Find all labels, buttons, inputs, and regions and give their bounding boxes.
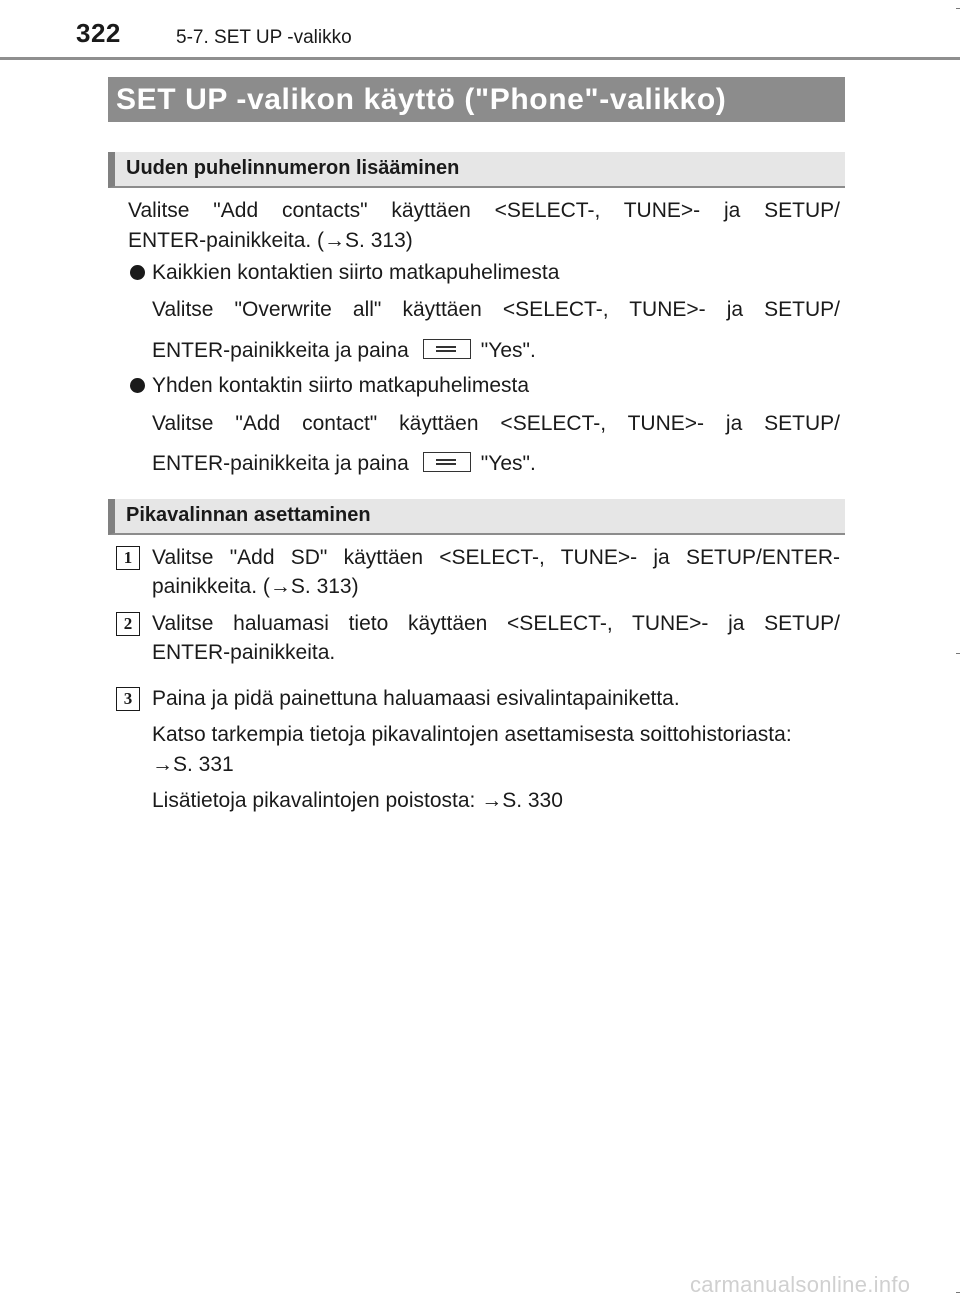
menu-button-icon	[423, 452, 471, 472]
instruction-text: ENTER-painikkeita ja paina	[152, 452, 409, 475]
page-number: 322	[76, 18, 121, 48]
instruction-text: "Yes".	[480, 452, 536, 475]
bullet-dot	[130, 378, 145, 393]
step-number-3: 3	[116, 687, 140, 711]
header-rule	[0, 57, 960, 60]
step-3-note-2: Lisätietoja pikavalintojen poistosta: →S. 330	[152, 789, 563, 812]
step-1-line-1: Valitse "Add SD" käyttäen <SELECT-, TUNE>- ja SETUP/ENTER-	[152, 546, 840, 569]
intro-line-1: Valitse "Add contacts" käyttäen <SELECT-, TUNE>- ja SETUP/	[128, 199, 840, 222]
step-number-1: 1	[116, 546, 140, 570]
bullet-line-all-contacts-1: Valitse "Overwrite all" käyttäen <SELECT-, TUNE>- ja SETUP/	[152, 298, 840, 321]
bullet-line-all-contacts-2	[152, 336, 840, 366]
bullet-dot	[130, 265, 145, 280]
step-3-note-1-line-1: Katso tarkempia tietoja pikavalintojen asettamisesta soittohistoriasta:	[152, 723, 792, 746]
watermark: carmanualsonline.info	[690, 1272, 911, 1297]
bullet-title-all-contacts: Kaikkien kontaktien siirto matkapuhelimesta	[152, 261, 560, 284]
step-3-note-1-line-2: →S. 331	[152, 753, 234, 776]
bullet-line-one-contact-1: Valitse "Add contact" käyttäen <SELECT-, TUNE>- ja SETUP/	[152, 412, 840, 435]
section-heading-add-number: Uuden puhelinnumeron lisääminen	[108, 152, 845, 188]
instruction-text: "Yes".	[480, 339, 536, 362]
step-2-line-2: ENTER-painikkeita.	[152, 641, 336, 664]
bullet-title-one-contact: Yhden kontaktin siirto matkapuhelimesta	[152, 374, 530, 397]
bullet-line-one-contact-2	[152, 449, 840, 479]
menu-button-icon	[423, 339, 471, 359]
crop-mark	[956, 653, 960, 654]
step-number-2: 2	[116, 612, 140, 636]
section-heading-speed-dial: Pikavalinnan asettaminen	[108, 499, 845, 535]
crop-mark	[956, 1292, 960, 1293]
intro-line-2: ENTER-painikkeita. (→S. 313)	[128, 229, 413, 252]
step-2-line-1: Valitse haluamasi tieto käyttäen <SELECT-, TUNE>- ja SETUP/	[152, 612, 840, 635]
step-3-line-1: Paina ja pidä painettuna haluamaasi esivalintapainiketta.	[152, 687, 680, 710]
page-header	[0, 0, 960, 62]
instruction-text: ENTER-painikkeita ja paina	[152, 339, 409, 362]
step-1-line-2: painikkeita. (→S. 313)	[152, 575, 359, 598]
section-reference: 5-7. SET UP -valikko	[176, 27, 352, 48]
crop-mark	[956, 8, 960, 9]
page-title: SET UP -valikon käyttö ("Phone"-valikko)	[108, 77, 845, 122]
